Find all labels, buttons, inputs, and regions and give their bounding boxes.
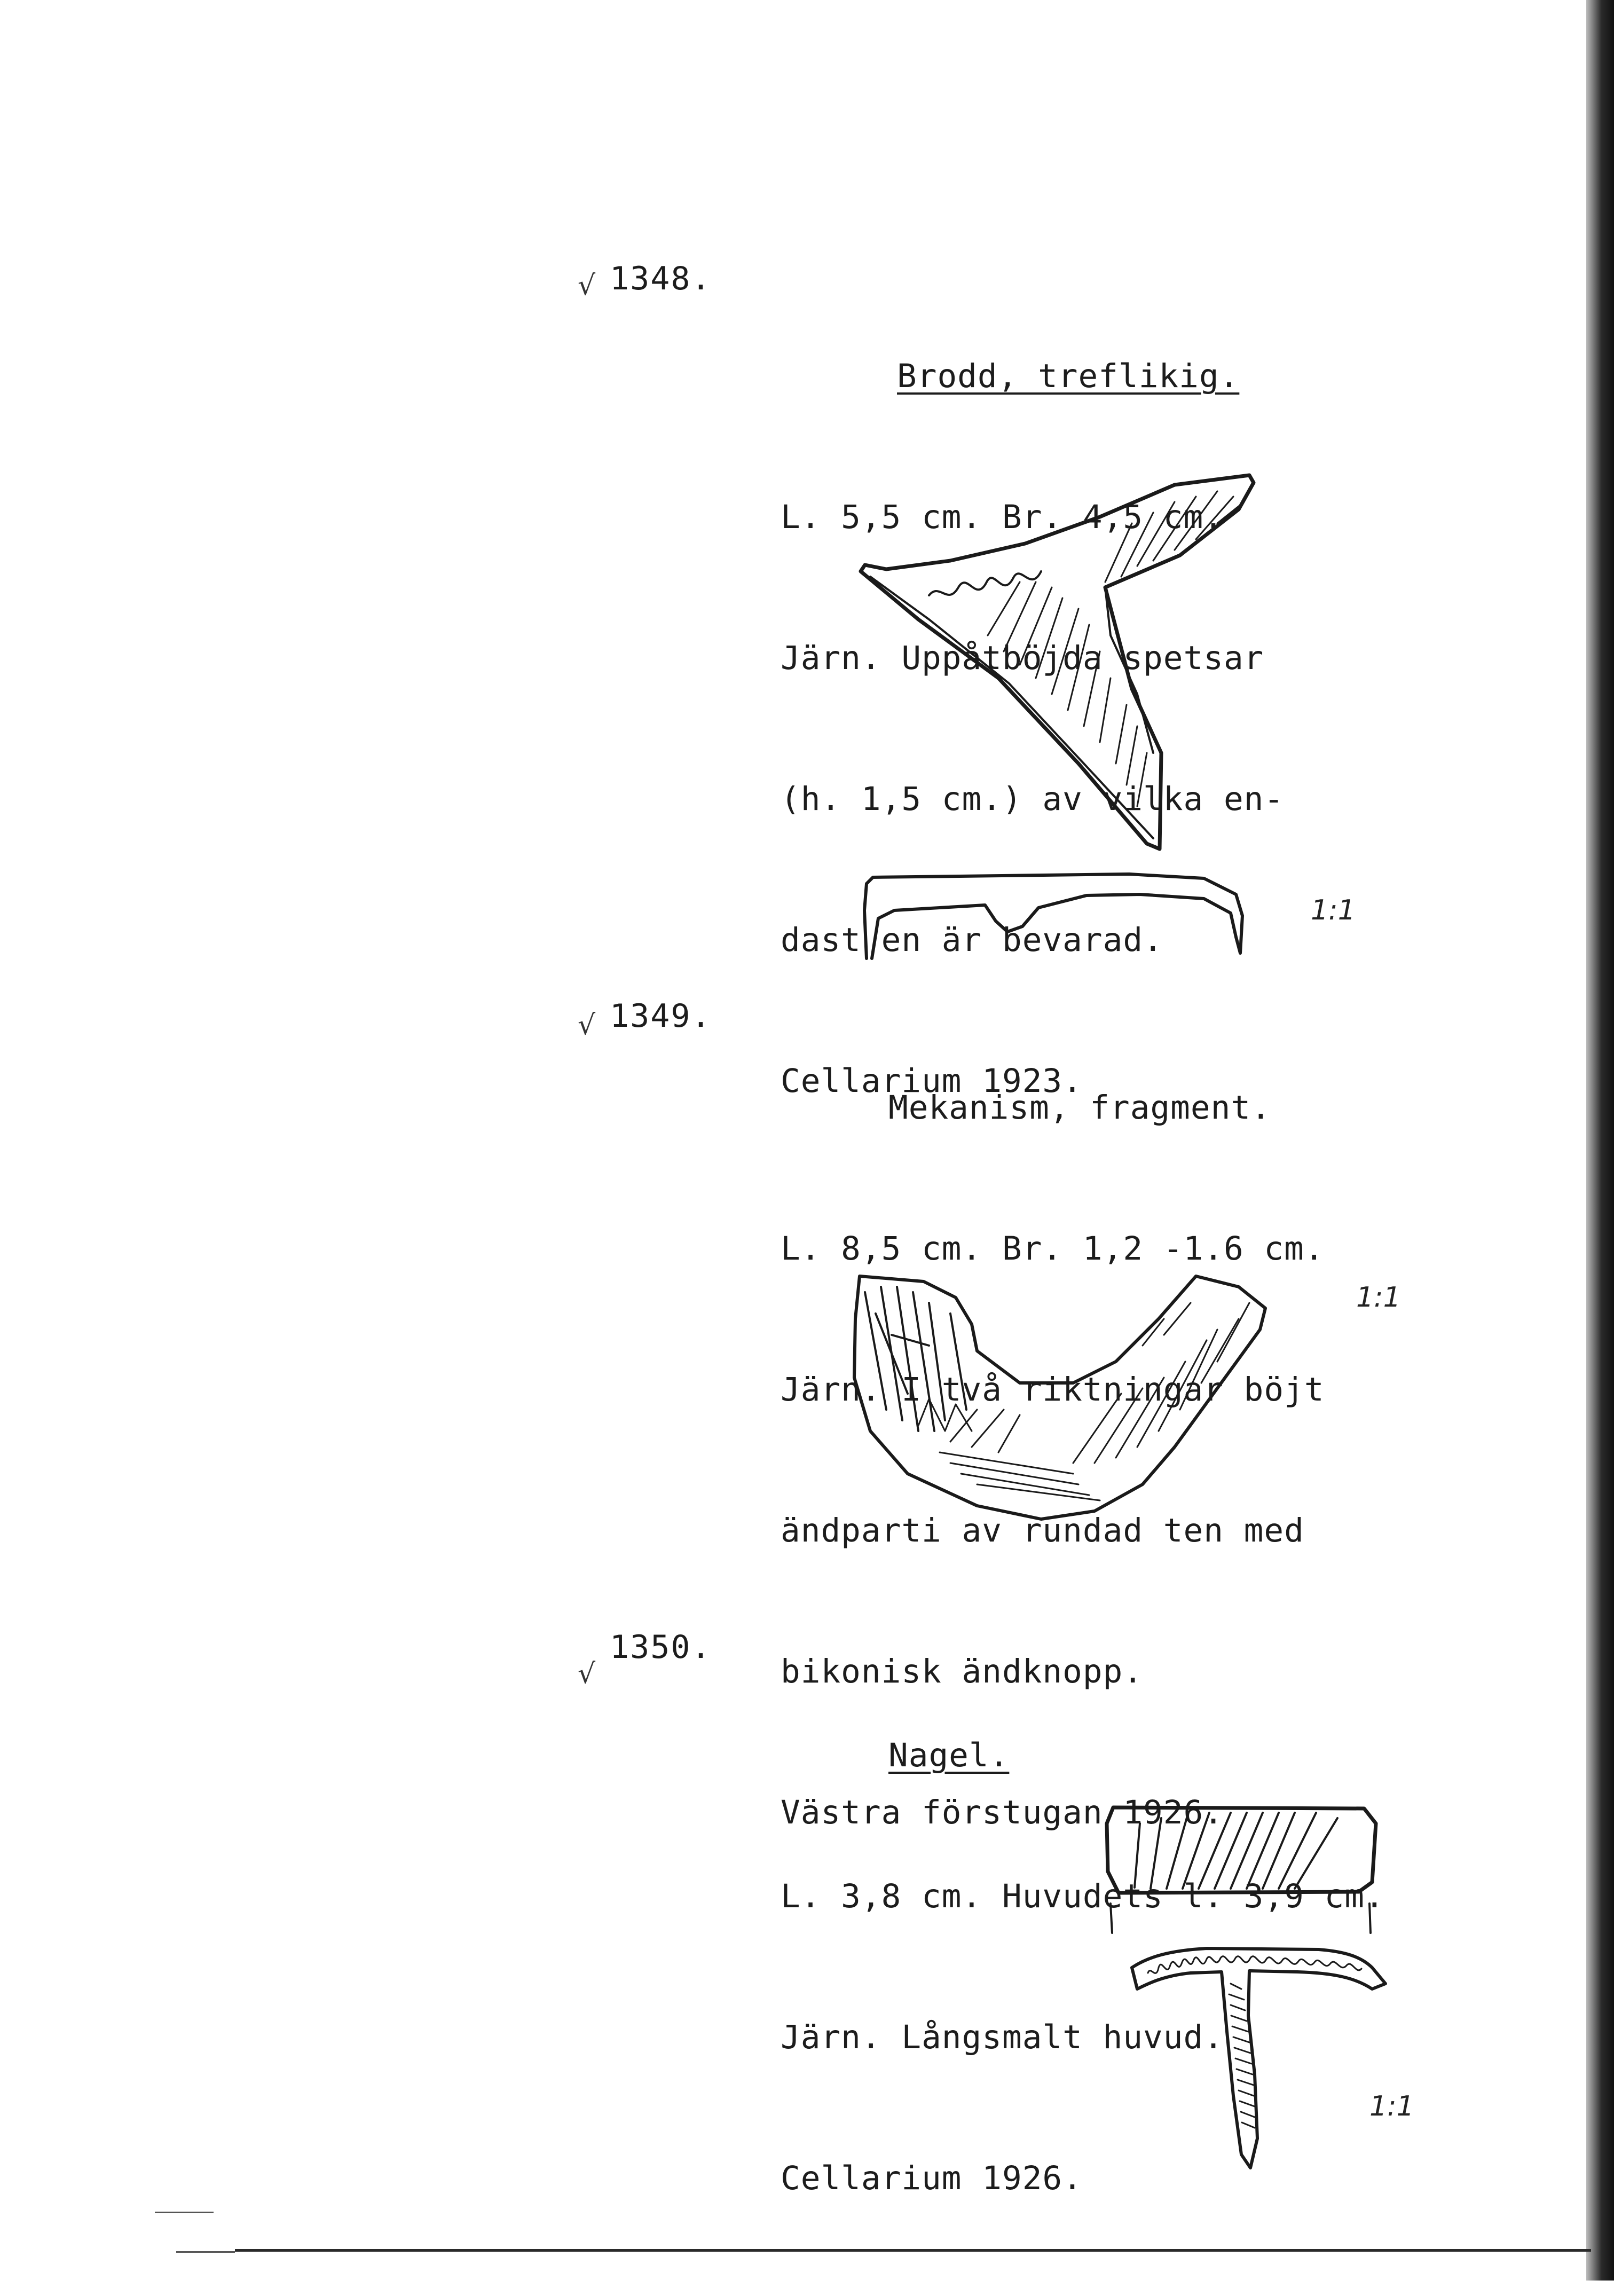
entry-line: (h. 1,5 cm.) av vilka en-: [781, 780, 1285, 818]
entry-line: ändparti av rundad ten med: [781, 1512, 1304, 1550]
page-binding-edge: [1586, 0, 1614, 2281]
brodd-side-view-sketch: [862, 873, 1247, 961]
entry-line: dast en är bevarad.: [781, 921, 1163, 959]
scale-label: 1:1: [1369, 2090, 1414, 2122]
entry-line: Järn. Uppåtböjda spetsar: [781, 639, 1264, 677]
entry-line: bikonisk ändknopp.: [781, 1653, 1144, 1690]
catalog-number: 1350.: [610, 1629, 712, 1666]
brodd-top-view-sketch: [854, 475, 1260, 860]
entry-line: L. 8,5 cm. Br. 1,2 -1.6 cm.: [781, 1230, 1325, 1268]
entry-line: Cellarium 1926.: [781, 2159, 1083, 2197]
margin-mark: [176, 2251, 235, 2253]
check-mark: √: [578, 1009, 596, 1041]
check-mark: √: [578, 270, 596, 302]
margin-mark: [155, 2212, 214, 2213]
entry-line: L. 3,8 cm. Huvudets l. 3,9 cm.: [781, 1877, 1385, 1915]
entry-line: Järn. I två riktningar böjt: [781, 1371, 1325, 1409]
entry-title: Mekanism, fragment.: [888, 1089, 1271, 1127]
nagel-head-sketch: [1103, 1797, 1380, 1941]
entry-title: Brodd, treflikig.: [897, 357, 1240, 395]
entry-line: Järn. Långsmalt huvud.: [781, 2018, 1224, 2056]
mekanism-sketch: [844, 1271, 1303, 1538]
entry-title: Nagel.: [888, 1736, 1010, 1774]
catalog-number: 1349.: [610, 997, 712, 1035]
catalog-number: 1348.: [610, 260, 712, 297]
entry-line: Cellarium 1923.: [781, 1062, 1083, 1100]
nagel-profile-sketch: [1127, 1936, 1415, 2171]
check-mark: √: [578, 1658, 596, 1690]
entry-line: L. 5,5 cm. Br. 4,5 cm.: [781, 498, 1224, 536]
scale-label: 1:1: [1356, 1281, 1401, 1314]
scale-label: 1:1: [1311, 894, 1356, 926]
entry-line: Västra förstugan 1926.: [781, 1794, 1224, 1831]
